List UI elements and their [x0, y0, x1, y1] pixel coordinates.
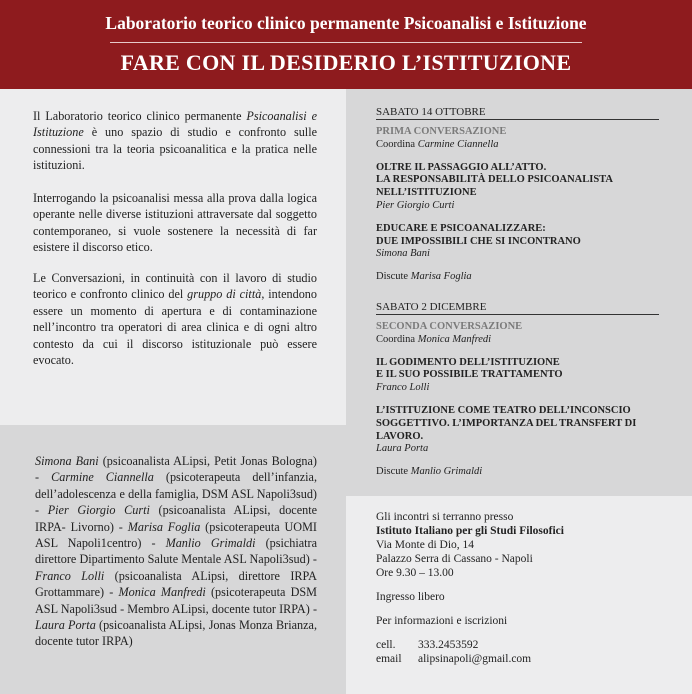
date-2: SABATO 2 DICEMBRE	[376, 301, 659, 315]
email-row	[376, 652, 666, 666]
talk-2-speaker: Simona Bani	[376, 248, 430, 260]
bio-desc: (psicoterapeuta UOMI ASL Napoli1centro) -	[35, 519, 317, 551]
bio-desc: (psicoanalista ALipsi, docente IRPA- Livorno) -	[35, 503, 317, 534]
bio-desc: (psicoanalista ALipsi, Petit Jonas Bologna) -	[35, 454, 317, 485]
session-2-title: SECONDA CONVERSAZIONE	[376, 321, 523, 332]
bio-desc: (psicoanalista ALipsi, Jonas Monza Brianza, docente tutor IRPA)	[35, 618, 317, 649]
venue-name: Istituto Italiano per gli Studi Filosofici	[376, 525, 564, 537]
intro-text: Il Laboratorio teorico clinico permanente	[33, 109, 247, 123]
bio-name: Simona Bani	[35, 454, 99, 468]
session-2-coordinator	[376, 334, 658, 347]
email-label: email	[376, 653, 402, 665]
talk-title-line: EDUCARE E PSICOANALIZZARE:	[376, 222, 546, 234]
discussant-2	[376, 466, 658, 479]
disc-label: Discute	[376, 466, 411, 478]
intro-text: Le Conversazioni, in continuità con il lavoro di studio teorico e confronto clinico del	[33, 271, 317, 302]
bio-name: Carmine Ciannella	[51, 470, 154, 485]
coord-label: Coordina	[376, 333, 418, 345]
venue-intro: Gli incontri si terranno presso	[376, 511, 514, 523]
talk-4-speaker: Laura Porta	[376, 443, 429, 455]
bio-desc: (psichiatra direttore Dipartimento Salute Mentale ASL Napoli3sud) -	[35, 536, 317, 567]
subtitle: Laboratorio teorico clinico permanente Psicoanalisi e Istituzione	[105, 13, 587, 33]
talk-title-line: DUE IMPOSSIBILI CHE SI INCONTRANO	[376, 235, 581, 247]
bio-desc: (psicoterapeuta DSM ASL Napoli3sud - Membro ALipsi, docente tutor IRPA) -	[35, 585, 318, 616]
disc-name: Manlio Grimaldi	[410, 466, 483, 478]
talk-title-line: NELL’ISTITUZIONE	[376, 187, 477, 199]
intro-emphasis: Psicoanalisi e Istituzione	[33, 109, 317, 140]
page-title: FARE CON IL DESIDERIO L’ISTITUZIONE	[120, 50, 572, 75]
talk-title-line: IL GODIMENTO DELL’ISTITUZIONE	[376, 356, 560, 368]
talk-3-title	[376, 357, 658, 383]
bio-name: Laura Porta	[35, 618, 96, 633]
talk-title-line: E IL SUO POSSIBILE TRATTAMENTO	[376, 369, 563, 381]
entry-info: Ingresso libero	[376, 591, 445, 603]
coord-label: Coordina	[376, 138, 418, 150]
disc-name: Marisa Foglia	[410, 271, 472, 283]
event-hours: Ore 9.30 – 13.00	[376, 567, 454, 579]
bio-desc: (psicoterapeuta dell’infanzia, dell’adolescenza e della famiglia, DSM ASL Napoli3sud) -	[35, 470, 317, 518]
talk-2-title	[376, 223, 658, 249]
intro-text: , intendono essere un momento di apertura e di contaminazione nell’incontro tra operatori di area clinica e di ogni altro contesto da cui il discorso istituzionale può essere evocato.	[33, 287, 317, 368]
session-1-coordinator	[376, 139, 658, 152]
intro-emphasis: gruppo di città	[187, 287, 262, 302]
bio-name: Manlio Grimaldi	[165, 536, 256, 551]
phone-number[interactable]: 333.2453592	[418, 639, 479, 651]
talk-3-speaker: Franco Lolli	[376, 382, 430, 394]
venue-address: Palazzo Serra di Cassano - Napoli	[376, 553, 533, 565]
talk-title-line: SOGGETTIVO. L’IMPORTANZA DEL TRANSFERT DI	[376, 417, 637, 429]
talk-1-title	[376, 162, 658, 200]
discussant-1	[376, 271, 658, 284]
session-1	[376, 126, 658, 284]
talk-1-speaker: Pier Giorgio Curti	[376, 199, 455, 211]
date-1: SABATO 14 OTTOBRE	[376, 106, 659, 120]
bio-name: Franco Lolli	[35, 568, 105, 583]
coord-name: Monica Manfredi	[417, 333, 492, 345]
bio-name: Monica Manfredi	[118, 585, 206, 600]
venue-info	[376, 510, 666, 666]
contact-heading: Per informazioni e iscrizioni	[376, 615, 508, 627]
coord-name: Carmine Ciannella	[417, 138, 499, 150]
session-2	[376, 321, 658, 479]
talk-title-line: L’ISTITUZIONE COME TEATRO DELL’INCONSCIO	[376, 404, 631, 416]
intro-text: è uno spazio di studio e confronto sulle connessioni tra la teoria psicoanalitica e la pratica nelle istituzioni.	[33, 125, 317, 173]
header-banner	[0, 0, 692, 89]
talk-4-title	[376, 405, 658, 443]
email-address[interactable]: alipsinapoli@gmail.com	[418, 653, 532, 665]
intro-paragraph-3	[33, 270, 317, 368]
venue-address: Via Monte di Dio, 14	[376, 539, 475, 551]
phone-label: cell.	[376, 639, 396, 651]
talk-title-line: OLTRE IL PASSAGGIO ALL’ATTO.	[376, 161, 547, 173]
bio-name: Pier Giorgio Curti	[47, 503, 150, 518]
talk-title-line: LA RESPONSABILITÀ DELLO PSICOANALISTA	[376, 174, 613, 186]
disc-label: Discute	[376, 271, 411, 283]
intro-paragraph-2: Interrogando la psicoanalisi messa alla prova dalla logica operante nelle diverse istituzioni attraversate dal soggetto contemporaneo, si vuole sostenere la necessità di far esistere il discorso etico.	[33, 191, 317, 255]
phone-row	[376, 638, 666, 652]
intro-paragraph-1	[33, 108, 317, 174]
session-1-title: PRIMA CONVERSAZIONE	[376, 126, 507, 137]
bio-desc: (psicoanalista ALipsi, direttore IRPA Grottammare) -	[35, 568, 317, 600]
bio-name: Marisa Foglia	[127, 519, 201, 534]
speaker-bios	[35, 453, 317, 650]
header-divider	[110, 42, 582, 43]
talk-title-line: LAVORO.	[376, 430, 424, 442]
